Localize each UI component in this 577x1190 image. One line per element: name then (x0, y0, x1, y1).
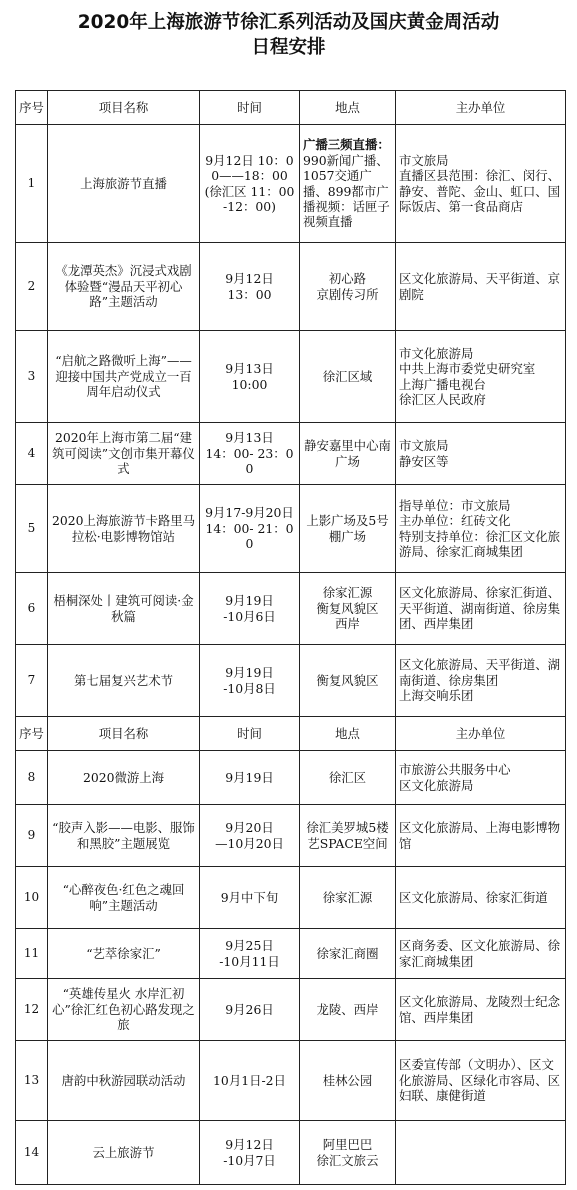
time-cell: 10月1日-2日 (200, 1041, 300, 1121)
row-number-cell: 7 (16, 645, 48, 717)
location-cell: 徐家汇源 (300, 867, 396, 929)
time-cell: 9月12日 10：00——18：00(徐汇区 11：00-12：00) (200, 125, 300, 243)
location-cell: 上影广场及5号棚广场 (300, 485, 396, 573)
schedule-table-body (16, 91, 566, 1185)
location-cell: 徐汇美罗城5楼艺SPACE空间 (300, 805, 396, 867)
table-row (16, 645, 566, 717)
table-row (16, 125, 566, 243)
column-header: 时间 (200, 717, 300, 751)
row-number-cell: 13 (16, 1041, 48, 1121)
column-header: 地点 (300, 717, 396, 751)
table-row (16, 929, 566, 979)
row-number-cell: 6 (16, 573, 48, 645)
table-row (16, 979, 566, 1041)
organizer-cell: 区文化旅游局、上海电影博物馆 (396, 805, 566, 867)
time-cell: 9月中下旬 (200, 867, 300, 929)
table-row (16, 485, 566, 573)
time-cell: 9月19日 (200, 751, 300, 805)
location-cell: 徐家汇商圈 (300, 929, 396, 979)
time-cell: 9月12日 13：00 (200, 243, 300, 331)
column-header: 地点 (300, 91, 396, 125)
column-header: 主办单位 (396, 91, 566, 125)
location-cell: 徐汇区 (300, 751, 396, 805)
location-cell: 桂林公园 (300, 1041, 396, 1121)
location-cell: 初心路 京剧传习所 (300, 243, 396, 331)
location-cell: 徐汇区域 (300, 331, 396, 423)
page-title (0, 0, 577, 70)
table-row (16, 751, 566, 805)
location-cell: 衡复风貌区 (300, 645, 396, 717)
location-cell: 广播三频直播：990新闻广播、1057交通广播、899都市广播视频：话匣子视频直播 (300, 125, 396, 243)
organizer-cell: 市文化旅游局 中共上海市委党史研究室 上海广播电视台 徐汇区人民政府 (396, 331, 566, 423)
project-name-cell: “启航之路微听上海”——迎接中国共产党成立一百周年启动仪式 (48, 331, 200, 423)
time-cell: 9月26日 (200, 979, 300, 1041)
table-row (16, 805, 566, 867)
column-header: 序号 (16, 717, 48, 751)
organizer-cell (396, 1121, 566, 1185)
row-number-cell: 2 (16, 243, 48, 331)
time-cell: 9月19日 -10月6日 (200, 573, 300, 645)
project-name-cell: 云上旅游节 (48, 1121, 200, 1185)
organizer-cell: 区委宣传部（文明办）、区文化旅游局、区绿化市容局、区妇联、康健街道 (396, 1041, 566, 1121)
table-header-row (16, 717, 566, 751)
table-row (16, 331, 566, 423)
project-name-cell: 第七届复兴艺术节 (48, 645, 200, 717)
project-name-cell: 上海旅游节直播 (48, 125, 200, 243)
project-name-cell: “胶声入影——电影、服饰和黑胶”主题展览 (48, 805, 200, 867)
table-row (16, 1041, 566, 1121)
row-number-cell: 14 (16, 1121, 48, 1185)
row-number-cell: 1 (16, 125, 48, 243)
column-header: 项目名称 (48, 717, 200, 751)
table-row (16, 573, 566, 645)
project-name-cell: 唐韵中秋游园联动活动 (48, 1041, 200, 1121)
table-row (16, 423, 566, 485)
organizer-cell: 市旅游公共服务中心 区文化旅游局 (396, 751, 566, 805)
table-header-row (16, 91, 566, 125)
time-cell: 9月25日 -10月11日 (200, 929, 300, 979)
schedule-table (15, 90, 566, 1185)
organizer-cell: 区商务委、区文化旅游局、徐家汇商城集团 (396, 929, 566, 979)
location-cell: 徐家汇源 衡复风貌区 西岸 (300, 573, 396, 645)
time-cell: 9月19日 -10月8日 (200, 645, 300, 717)
row-number-cell: 4 (16, 423, 48, 485)
row-number-cell: 3 (16, 331, 48, 423)
row-number-cell: 5 (16, 485, 48, 573)
project-name-cell: “艺萃徐家汇” (48, 929, 200, 979)
time-cell: 9月12日 -10月7日 (200, 1121, 300, 1185)
organizer-cell: 区文化旅游局、龙陵烈士纪念馆、西岸集团 (396, 979, 566, 1041)
column-header: 序号 (16, 91, 48, 125)
column-header: 时间 (200, 91, 300, 125)
broadcast-label: 广播三频直播： (303, 137, 390, 153)
table-row (16, 243, 566, 331)
row-number-cell: 10 (16, 867, 48, 929)
location-cell: 静安嘉里中心南广场 (300, 423, 396, 485)
title-line-1: 2020年上海旅游节徐汇系列活动及国庆黄金周活动 (77, 12, 500, 33)
organizer-cell: 区文化旅游局、天平街道、湖南街道、徐房集团 上海交响乐团 (396, 645, 566, 717)
time-cell: 9月20日 —10月20日 (200, 805, 300, 867)
project-name-cell: 梧桐深处丨建筑可阅读·金秋篇 (48, 573, 200, 645)
column-header: 主办单位 (396, 717, 566, 751)
time-cell: 9月13日 14：00- 23：00 (200, 423, 300, 485)
project-name-cell: 2020年上海市第二届“建筑可阅读”文创市集开幕仪式 (48, 423, 200, 485)
project-name-cell: “英雄传星火 水岸汇初心”徐汇红色初心路发现之旅 (48, 979, 200, 1041)
row-number-cell: 12 (16, 979, 48, 1041)
time-cell: 9月17-9月20日 14：00- 21：00 (200, 485, 300, 573)
title-line-2: 日程安排 (251, 37, 326, 58)
project-name-cell: 2020微游上海 (48, 751, 200, 805)
row-number-cell: 8 (16, 751, 48, 805)
time-cell: 9月13日 10:00 (200, 331, 300, 423)
row-number-cell: 11 (16, 929, 48, 979)
row-number-cell: 9 (16, 805, 48, 867)
project-name-cell: “心醉夜色·红色之魂回响”主题活动 (48, 867, 200, 929)
organizer-cell: 区文化旅游局、天平街道、京剧院 (396, 243, 566, 331)
location-cell: 龙陵、西岸 (300, 979, 396, 1041)
table-row (16, 867, 566, 929)
organizer-cell: 区文化旅游局、徐家汇街道、天平街道、湖南街道、徐房集团、西岸集团 (396, 573, 566, 645)
project-name-cell: 《龙潭英杰》沉浸式戏剧体验暨“漫品天平初心路”主题活动 (48, 243, 200, 331)
column-header: 项目名称 (48, 91, 200, 125)
project-name-cell: 2020上海旅游节卡路里马拉松·电影博物馆站 (48, 485, 200, 573)
organizer-cell: 市文旅局 静安区等 (396, 423, 566, 485)
organizer-cell: 市文旅局 直播区县范围：徐汇、闵行、静安、普陀、金山、虹口、国际饭店、第一食品商店 (396, 125, 566, 243)
table-row (16, 1121, 566, 1185)
organizer-cell: 区文化旅游局、徐家汇街道 (396, 867, 566, 929)
organizer-cell: 指导单位：市文旅局 主办单位：红砖文化 特别支持单位：徐汇区文化旅游局、徐家汇商城集团 (396, 485, 566, 573)
location-cell: 阿里巴巴 徐汇文旅云 (300, 1121, 396, 1185)
